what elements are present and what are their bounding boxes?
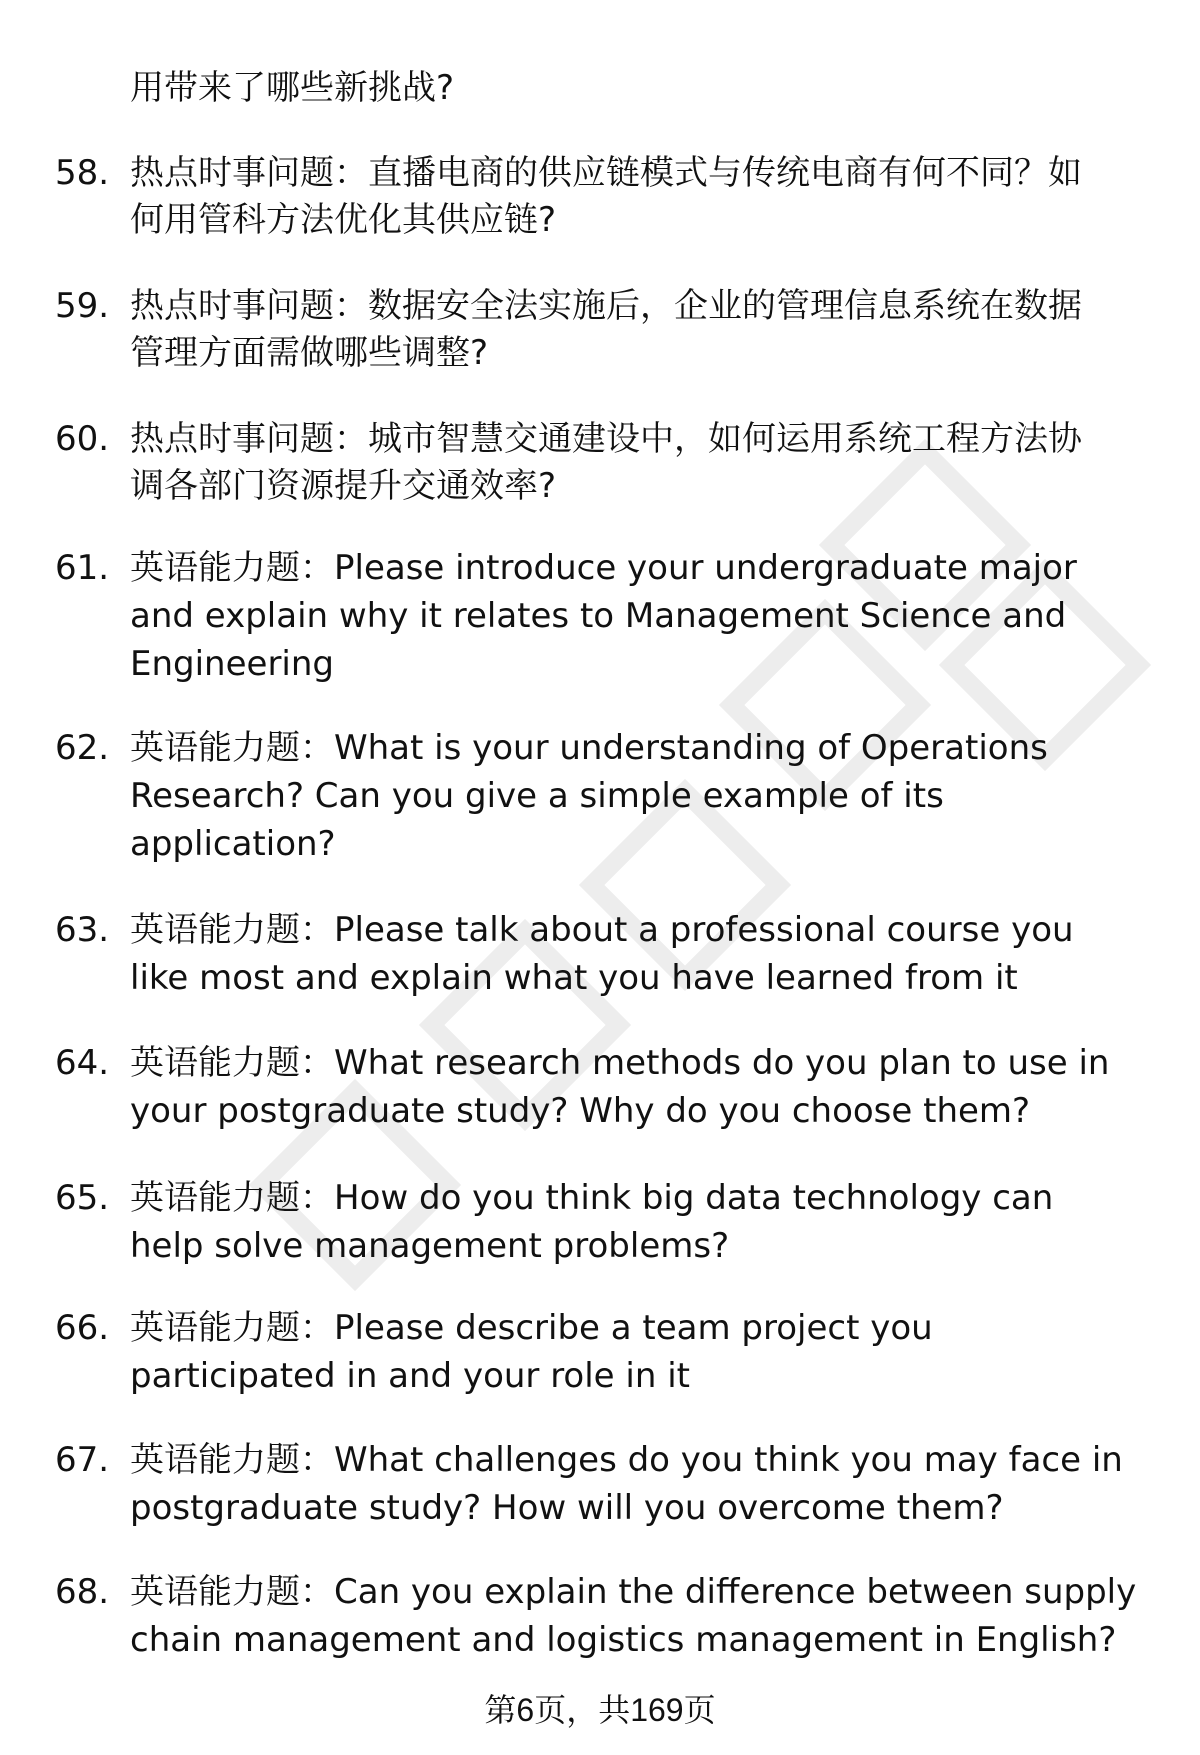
item-number: 64.: [55, 1043, 110, 1083]
item-line: 热点时事问题：直播电商的供应链模式与传统电商有何不同？如: [130, 153, 1082, 193]
item-line: Engineering: [130, 644, 334, 684]
item-line: 调各部门资源提升交通效率?: [130, 466, 557, 506]
item-line: 何用管科方法优化其供应链?: [130, 200, 557, 240]
item-line: chain management and logistics management in English?: [130, 1620, 1117, 1660]
item-line: 管理方面需做哪些调整?: [130, 333, 489, 373]
item-line: postgraduate study? How will you overcome them?: [130, 1488, 1004, 1528]
item-line: 热点时事问题：数据安全法实施后，企业的管理信息系统在数据: [130, 286, 1082, 326]
item-number: 63.: [55, 910, 110, 950]
item-line: application?: [130, 824, 336, 864]
item-line: help solve management problems?: [130, 1226, 730, 1266]
item-line: 英语能力题：Please talk about a professional course you: [130, 910, 1074, 950]
item-line: 英语能力题：What challenges do you think you may face in: [130, 1440, 1123, 1480]
item-number: 60.: [55, 419, 110, 459]
item-number: 65.: [55, 1178, 110, 1218]
item-line: 用带来了哪些新挑战?: [130, 68, 455, 108]
item-line: like most and explain what you have learned from it: [130, 958, 1018, 998]
item-line: participated in and your role in it: [130, 1356, 690, 1396]
item-line: 热点时事问题：城市智慧交通建设中，如何运用系统工程方法协: [130, 419, 1082, 459]
item-line: your postgraduate study? Why do you choose them?: [130, 1091, 1031, 1131]
item-line: 英语能力题：How do you think big data technology can: [130, 1178, 1054, 1218]
item-number: 68.: [55, 1572, 110, 1612]
item-number: 61.: [55, 548, 110, 588]
item-number: 67.: [55, 1440, 110, 1480]
page-indicator: 第6页，共169页: [484, 1692, 716, 1728]
item-line: 英语能力题：Please introduce your undergraduate major: [130, 548, 1077, 588]
item-line: 英语能力题：What is your understanding of Operations: [130, 728, 1048, 768]
item-line: 英语能力题：Can you explain the difference between supply: [130, 1572, 1137, 1612]
item-line: 英语能力题：Please describe a team project you: [130, 1308, 933, 1348]
item-line: and explain why it relates to Management Science and: [130, 596, 1067, 636]
item-number: 58.: [55, 153, 110, 193]
item-number: 59.: [55, 286, 110, 326]
item-number: 66.: [55, 1308, 110, 1348]
item-line: Research? Can you give a simple example of its: [130, 776, 944, 816]
item-line: 英语能力题：What research methods do you plan to use in: [130, 1043, 1110, 1083]
item-number: 62.: [55, 728, 110, 768]
